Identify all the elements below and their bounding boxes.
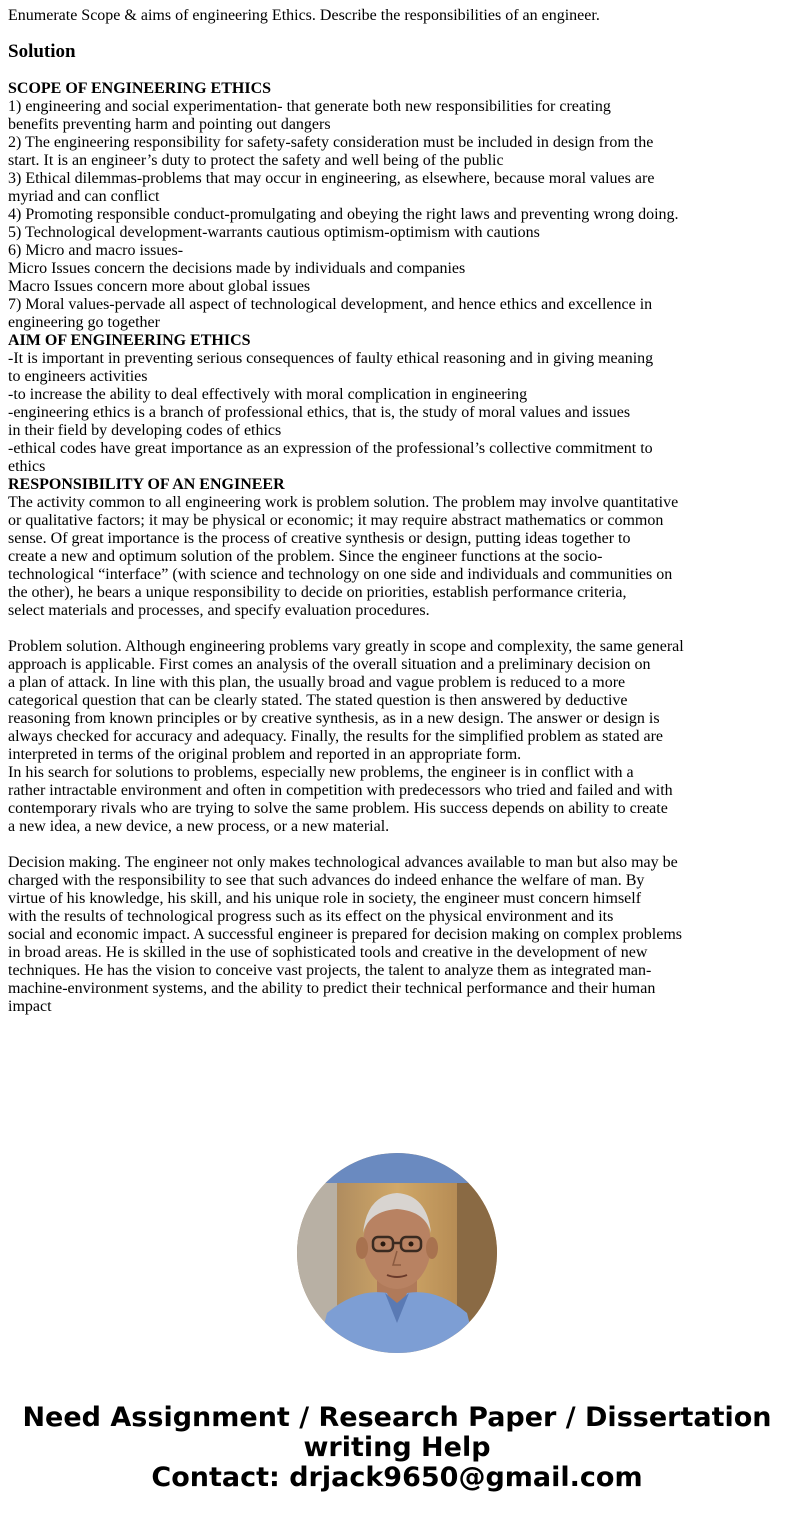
body-line: Problem solution. Although engineering problems vary greatly in scope and complexity, the same general: [8, 638, 684, 655]
body-line: impact: [8, 998, 52, 1015]
body-line: Macro Issues concern more about global issues: [8, 278, 311, 295]
body-line: or qualitative factors; it may be physical or economic; it may require abstract mathematics or common: [8, 512, 664, 529]
body-line: 2) The engineering responsibility for safety-safety consideration must be included in design from the: [8, 134, 654, 151]
body-line: 7) Moral values-pervade all aspect of technological development, and hence ethics and excellence in: [8, 296, 653, 313]
body-line: categorical question that can be clearly stated. The stated question is then answered by deductive: [8, 692, 628, 709]
section-heading: RESPONSIBILITY OF AN ENGINEER: [8, 476, 285, 493]
body-line: 4) Promoting responsible conduct-promulgating and obeying the right laws and preventing wrong doing.: [8, 206, 679, 223]
body-line: select materials and processes, and specify evaluation procedures.: [8, 602, 430, 619]
body-line: create a new and optimum solution of the problem. Since the engineer functions at the socio-: [8, 548, 603, 565]
body-line: technological “interface” (with science and technology on one side and individuals and communities on: [8, 566, 673, 583]
solution-heading: Solution: [8, 41, 76, 62]
body-line: techniques. He has the vision to conceive vast projects, the talent to analyze them as integrated man-: [8, 962, 652, 979]
body-line: in broad areas. He is skilled in the use of sophisticated tools and creative in the development of new: [8, 944, 648, 961]
body-line: Micro Issues concern the decisions made by individuals and companies: [8, 260, 466, 277]
body-line: social and economic impact. A successful engineer is prepared for decision making on complex problems: [8, 926, 683, 943]
blank-line: [8, 620, 788, 638]
body-line: 1) engineering and social experimentation- that generate both new responsibilities for creating: [8, 98, 611, 115]
document-body: [8, 7, 788, 1016]
body-line: in their field by developing codes of ethics: [8, 422, 282, 439]
body-line: rather intractable environment and often in competition with predecessors who tried and failed and with: [8, 782, 673, 799]
body-line: approach is applicable. First comes an analysis of the overall situation and a preliminary decision on: [8, 656, 651, 673]
assignment-help-banner: [0, 1403, 794, 1493]
body-line: to engineers activities: [8, 368, 148, 385]
author-photo: [297, 1153, 497, 1353]
body-line: The activity common to all engineering work is problem solution. The problem may involve quantitative: [8, 494, 679, 511]
body-line: benefits preventing harm and pointing out dangers: [8, 116, 331, 133]
body-line: ethics: [8, 458, 46, 475]
body-line: contemporary rivals who are trying to solve the same problem. His success depends on ability to create: [8, 800, 668, 817]
blank-line: [8, 836, 788, 854]
body-line: reasoning from known principles or by creative synthesis, as in a new design. The answer or design is: [8, 710, 660, 727]
body-line: myriad and can conflict: [8, 188, 160, 205]
body-line: -It is important in preventing serious consequences of faulty ethical reasoning and in giving meaning: [8, 350, 654, 367]
promo-line-1: Need Assignment / Research Paper / Dissertation: [22, 1402, 772, 1433]
body-line: -to increase the ability to deal effectively with moral complication in engineering: [8, 386, 528, 403]
solution-body: [8, 80, 788, 1016]
promo-line-2: writing Help: [303, 1432, 491, 1463]
body-line: 5) Technological development-warrants cautious optimism-optimism with cautions: [8, 224, 540, 241]
body-line: the other), he bears a unique responsibility to decide on priorities, establish performance criteria,: [8, 584, 627, 601]
body-line: a plan of attack. In line with this plan, the usually broad and vague problem is reduced to a more: [8, 674, 626, 691]
body-line: start. It is an engineer’s duty to protect the safety and well being of the public: [8, 152, 504, 169]
body-line: sense. Of great importance is the process of creative synthesis or design, putting ideas together to: [8, 530, 631, 547]
body-line: In his search for solutions to problems, especially new problems, the engineer is in conflict with a: [8, 764, 634, 781]
body-line: machine-environment systems, and the ability to predict their technical performance and their human: [8, 980, 656, 997]
body-line: -engineering ethics is a branch of professional ethics, that is, the study of moral values and issues: [8, 404, 631, 421]
body-line: virtue of his knowledge, his skill, and his unique role in society, the engineer must concern himself: [8, 890, 642, 907]
section-heading: SCOPE OF ENGINEERING ETHICS: [8, 80, 272, 97]
body-line: engineering go together: [8, 314, 160, 331]
body-line: Decision making. The engineer not only makes technological advances available to man but also may be: [8, 854, 678, 871]
body-line: 6) Micro and macro issues-: [8, 242, 184, 259]
body-line: a new idea, a new device, a new process, or a new material.: [8, 818, 390, 835]
author-avatar: [297, 1153, 497, 1353]
body-line: always checked for accuracy and adequacy. Finally, the results for the simplified problem as stated are: [8, 728, 663, 745]
question-text: Enumerate Scope & aims of engineering Ethics. Describe the responsibilities of an engineer.: [8, 7, 600, 24]
body-line: -ethical codes have great importance as an expression of the professional’s collective commitment to: [8, 440, 653, 457]
body-line: with the results of technological progress such as its effect on the physical environment and its: [8, 908, 614, 925]
promo-contact-line: Contact: drjack9650@gmail.com: [151, 1462, 643, 1493]
body-line: charged with the responsibility to see that such advances do indeed enhance the welfare of man. By: [8, 872, 645, 889]
section-heading: AIM OF ENGINEERING ETHICS: [8, 332, 251, 349]
body-line: interpreted in terms of the original problem and reported in an appropriate form.: [8, 746, 522, 763]
body-line: 3) Ethical dilemmas-problems that may occur in engineering, as elsewhere, because moral values are: [8, 170, 655, 187]
